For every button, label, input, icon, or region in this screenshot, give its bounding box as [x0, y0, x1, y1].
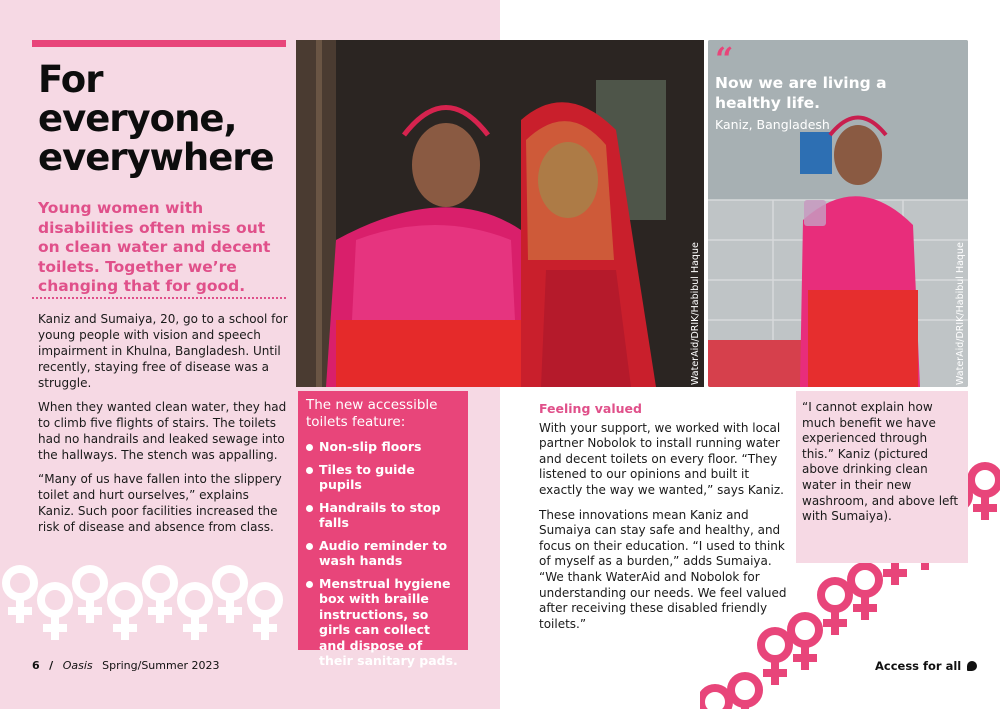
intro-text: Young women with disabilities often miss out on clean water and decent toilets. Together we’re changing that for good.: [38, 199, 271, 295]
dotted-divider: [32, 297, 286, 299]
issue-label: Spring/Summer 2023: [102, 659, 220, 672]
photo-credit: WaterAid/DRIK/Habibul Haque: [955, 242, 966, 385]
list-item: [306, 500, 460, 531]
list-item-text: Handrails to stop falls: [319, 499, 441, 530]
magazine-name: Oasis: [62, 659, 93, 672]
venus-symbol-icon: [971, 466, 999, 520]
bullet-icon: [306, 543, 313, 550]
venus-symbol-icon: [251, 586, 279, 640]
page-number: 6: [32, 659, 40, 672]
body-left: [38, 311, 288, 543]
photo-caption: “I cannot explain how much benefit we have experienced through this.” Kaniz (pictured above drinking clean water in their new washroom, and above left with Sumaiya).: [796, 391, 968, 563]
venus-symbol-icon: [791, 616, 819, 670]
headline: For everyone, everywhere: [38, 58, 274, 179]
list-item-text: Non-slip floors: [319, 439, 422, 454]
list-item-text: Tiles to guide pupils: [319, 461, 415, 492]
quote-icon: “: [715, 40, 734, 78]
venus-symbol-icon: [216, 569, 244, 623]
blob-icon: [967, 661, 977, 671]
bullet-icon: [306, 444, 313, 451]
venus-symbol-icon: [851, 566, 879, 620]
body-paragraph: Kaniz and Sumaiya, 20, go to a school for young people with vision and speech impairment in Khulna, Bangladesh. Until recently, staying free of disease was a struggle.: [38, 312, 288, 390]
features-title: The new accessible toilets feature:: [306, 397, 438, 430]
bullet-icon: [306, 505, 313, 512]
venus-symbol-icon: [6, 569, 34, 623]
venus-symbol-icon: [181, 586, 209, 640]
venus-symbol-icon: [111, 586, 139, 640]
venus-symbol-icon: [701, 688, 729, 709]
section-heading: Feeling valued: [539, 401, 642, 416]
features-box: [298, 391, 468, 668]
section-label: Access for all: [875, 659, 962, 673]
bullet-icon: [306, 467, 313, 474]
list-item-text: Audio reminder to wash hands: [319, 537, 448, 568]
list-item: [306, 439, 460, 455]
pull-quote-text: Now we are living a healthy life.: [715, 74, 887, 112]
body-paragraph: “Many of us have fallen into the slippery toilet and hurt ourselves,” explains Kaniz. Such poor facilities increased the risk of disease and absence from class.: [38, 472, 282, 534]
middle-column: [539, 401, 789, 641]
venus-symbols-decoration: [0, 555, 300, 665]
photo-kaniz-and-sumaiya: [296, 40, 704, 387]
venus-symbol-icon: [76, 569, 104, 623]
footer-left: [32, 659, 225, 672]
top-rule: [32, 40, 286, 47]
list-item: [306, 538, 460, 569]
list-item: [306, 462, 460, 493]
bullet-icon: [306, 581, 313, 588]
footer-right: [875, 659, 977, 673]
photo-illustration: [296, 40, 704, 387]
pull-quote: [715, 40, 955, 132]
venus-symbol-icon: [731, 676, 759, 709]
list-item: [306, 576, 460, 669]
footer-separator: /: [49, 659, 54, 672]
features-list: [306, 439, 460, 669]
pull-quote-attribution: Kaniz, Bangladesh: [715, 117, 830, 132]
venus-symbol-icon: [821, 581, 849, 635]
body-paragraph: These innovations mean Kaniz and Sumaiya can stay safe and healthy, and focus on their education. “I used to think of myself as a burden,” adds Sumaiya. “We thank WaterAid and Nobolok for understanding our needs. We feel valued after receiving these disabled friendly toilets.”: [539, 507, 787, 631]
venus-symbol-icon: [146, 569, 174, 623]
list-item-text: Menstrual hygiene box with braille instructions, so girls can collect and dispose of their sanitary pads.: [319, 575, 458, 668]
body-paragraph: When they wanted clean water, they had to climb five flights of stairs. The toilets had no handrails and leaked sewage into the hallways. The stench was appalling.: [38, 400, 287, 462]
venus-symbol-icon: [41, 586, 69, 640]
body-paragraph: With your support, we worked with local partner Nobolok to install running water and decent toilets on every floor. “They listened to our opinions and built it exactly the way we wanted,” says Kaniz.: [539, 420, 784, 497]
photo-credit: WaterAid/DRIK/Habibul Haque: [690, 242, 701, 385]
